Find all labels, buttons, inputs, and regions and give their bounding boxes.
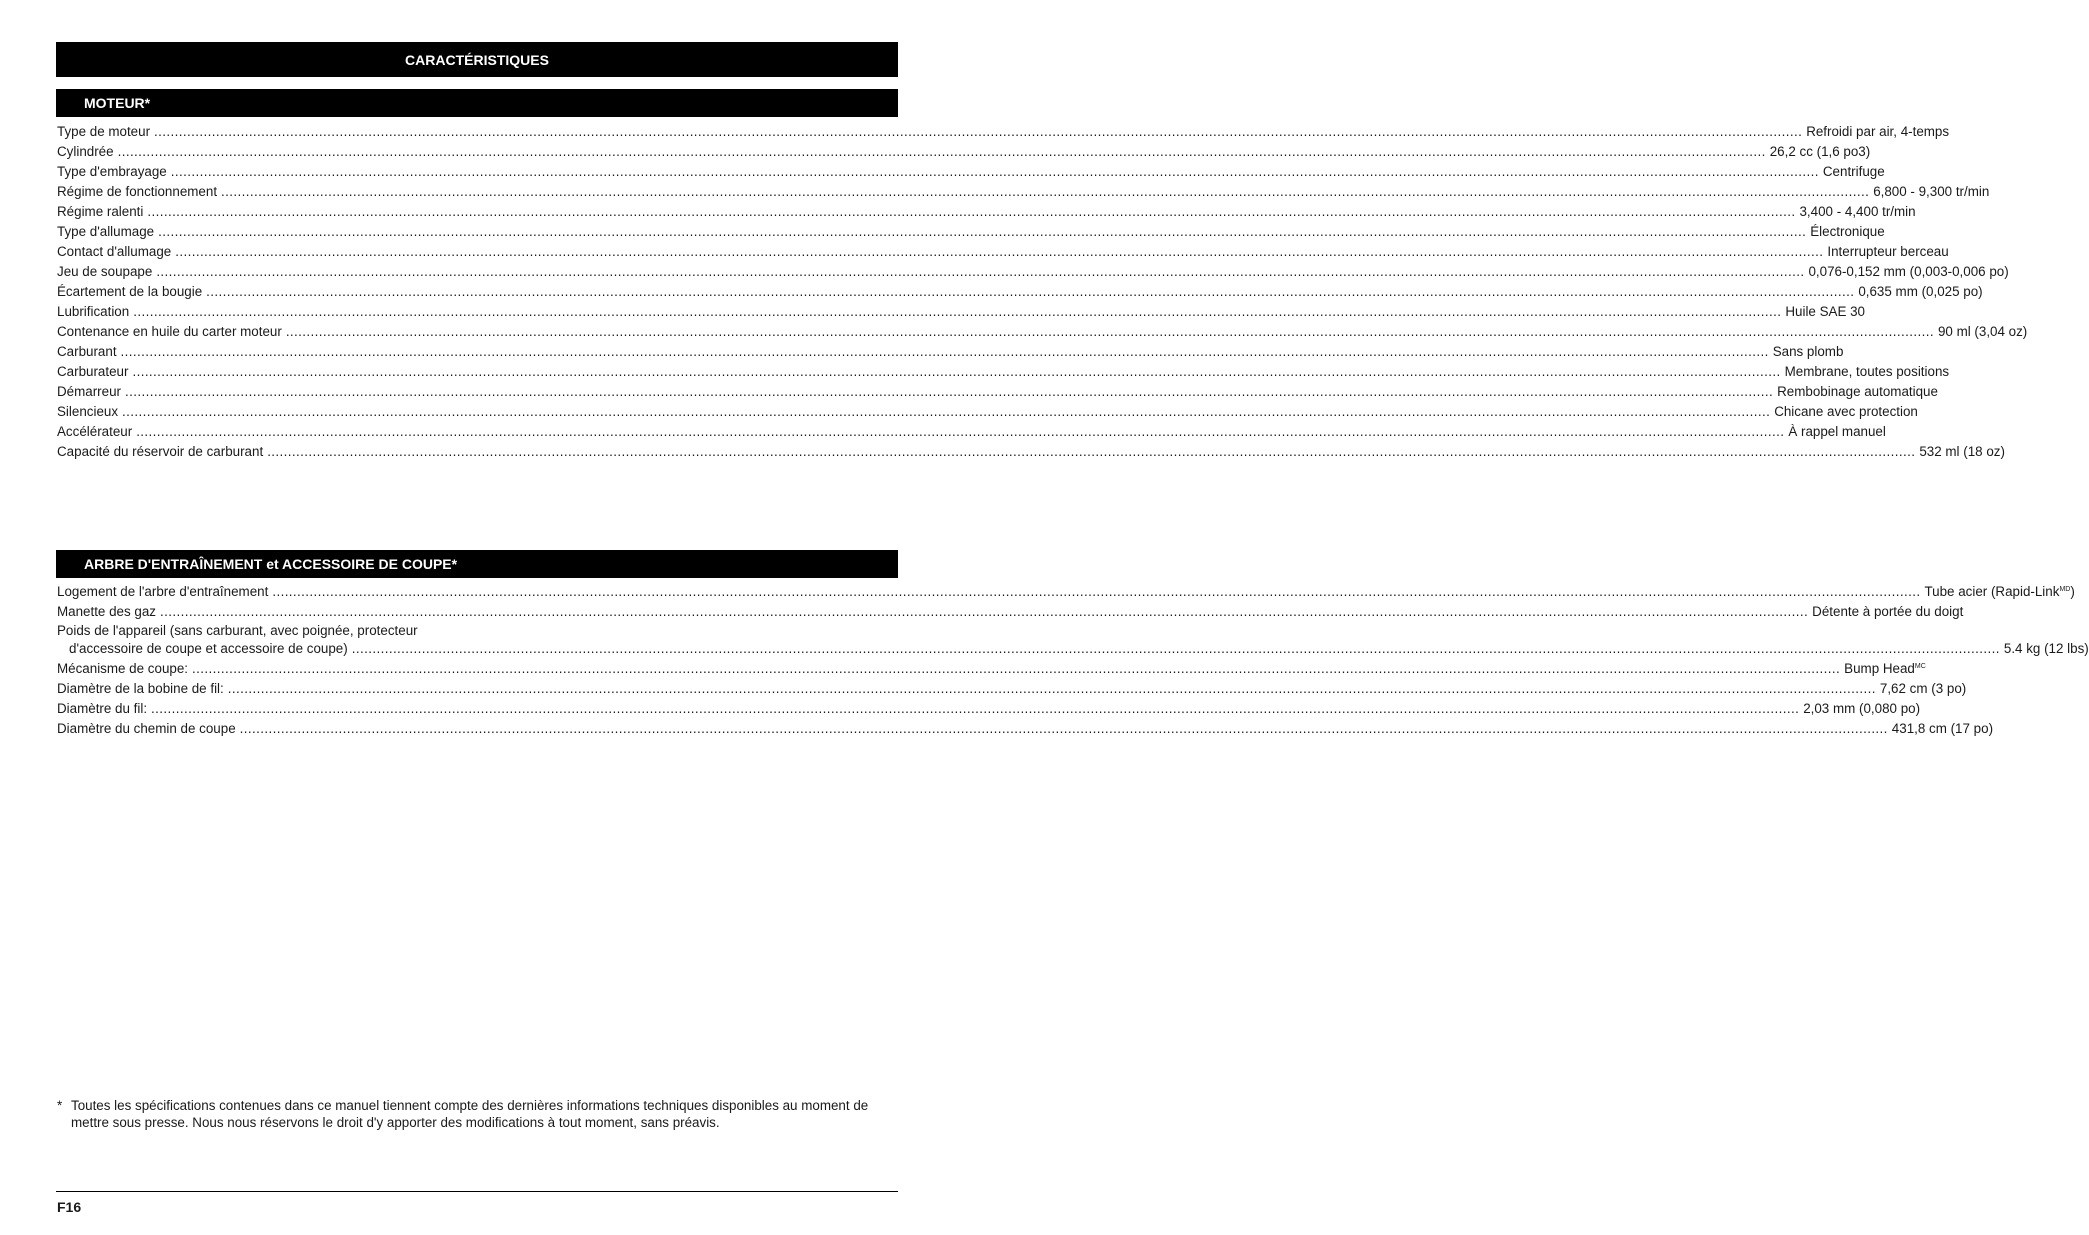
spec-row-clutch-type [57,162,1885,182]
trademark-sup: MC [1914,663,1926,670]
spec-row-unit-weight [57,622,895,639]
spec-label: Capacité du réservoir de carburant [57,444,264,459]
leader-dots: ................................................................................................................................................................................................................................................................................................................................................................................................................ [192,661,1841,676]
spec-label: Régime de fonctionnement [57,184,218,199]
spec-label: Démarreur [57,384,121,399]
spec-value-suffix: ) [2070,584,2075,599]
spec-value: Électronique [1810,224,1885,239]
leader-dots: ................................................................................................................................................................................................................................................................................................................................................................................................................ [132,364,1781,379]
leader-dots: ................................................................................................................................................................................................................................................................................................................................................................................................................ [154,124,1803,139]
leader-dots: ................................................................................................................................................................................................................................................................................................................................................................................................................ [136,424,1785,439]
footnote-marker: * [57,1098,63,1113]
page-title: CARACTÉRISTIQUES [56,42,898,77]
spec-value: 0,076-0,152 mm (0,003-0,006 po) [1808,264,2009,279]
spec-value: 532 ml (18 oz) [1919,444,2005,459]
spec-row-operating-speed [57,182,1990,202]
leader-dots: ................................................................................................................................................................................................................................................................................................................................................................................................................ [206,284,1855,299]
spec-value: Refroidi par air, 4-temps [1806,124,1950,139]
leader-dots: ................................................................................................................................................................................................................................................................................................................................................................................................................ [285,324,1934,339]
spec-row-carburetor [57,362,1950,382]
spec-label: Silencieux [57,404,119,419]
spec-label: Lubrification [57,304,130,319]
spec-label: Type de moteur [57,124,151,139]
spec-row-engine-type [57,122,1950,142]
spec-label: Diamètre du fil: [57,701,148,716]
leader-dots: ................................................................................................................................................................................................................................................................................................................................................................................................................ [175,244,1824,259]
spec-label: Régime ralenti [57,204,144,219]
spec-value: Rembobinage automatique [1777,384,1938,399]
leader-dots: ................................................................................................................................................................................................................................................................................................................................................................................................................ [158,224,1807,239]
spec-value: À rappel manuel [1788,424,1886,439]
spec-row-idle-speed [57,202,1916,222]
spec-label: Mécanisme de coupe: [57,661,189,676]
spec-label: Accélérateur [57,424,133,439]
spec-label-continued: d'accessoire de coupe et accessoire de coupe) [69,641,348,656]
leader-dots: ................................................................................................................................................................................................................................................................................................................................................................................................................ [267,444,1916,459]
spec-value: 431,8 cm (17 po) [1891,721,1994,736]
spec-value [1844,659,1926,679]
leader-dots: ................................................................................................................................................................................................................................................................................................................................................................................................................ [156,264,1805,279]
spec-label: Écartement de la bougie [57,284,203,299]
drive-spec-list [57,582,2089,739]
spec-row-fuel-tank [57,442,2005,462]
spec-row-fuel [57,342,1844,362]
spec-row-ignition-type [57,222,1885,242]
engine-section-header: MOTEUR* [56,89,898,117]
footnote [57,1097,895,1131]
spec-row-unit-weight-cont [57,639,2089,659]
spec-row-throttle-control [57,602,1964,622]
spec-value: 3,400 - 4,400 tr/min [1799,204,1916,219]
spec-row-drive-shaft-housing [57,582,2075,602]
spec-row-throttle [57,422,1886,442]
page-number: F16 [57,1199,82,1215]
leader-dots: ................................................................................................................................................................................................................................................................................................................................................................................................................ [151,701,1800,716]
spec-label: Logement de l'arbre d'entraînement [57,584,269,599]
spec-value: 90 ml (3,04 oz) [1937,324,2028,339]
leader-dots: ................................................................................................................................................................................................................................................................................................................................................................................................................ [227,681,1876,696]
spec-row-spark-plug-gap [57,282,1983,302]
spec-value [1924,582,2074,602]
spec-label: Cylindrée [57,144,114,159]
spec-value: 26,2 cc (1,6 po3) [1769,144,1871,159]
spec-row-spool-diameter [57,679,1967,699]
engine-spec-list [57,122,2028,462]
spec-row-muffler [57,402,1918,422]
spec-row-line-diameter [57,699,1921,719]
spec-value: Huile SAE 30 [1785,304,1866,319]
spec-value: Membrane, toutes positions [1784,364,1950,379]
spec-label: Contact d'allumage [57,244,172,259]
drive-section-header: ARBRE D'ENTRAÎNEMENT et ACCESSOIRE DE COUPE* [56,550,898,578]
leader-dots: ................................................................................................................................................................................................................................................................................................................................................................................................................ [133,304,1782,319]
spec-value: 2,03 mm (0,080 po) [1803,701,1921,716]
leader-dots: ................................................................................................................................................................................................................................................................................................................................................................................................................ [120,344,1769,359]
spec-label: Type d'allumage [57,224,155,239]
spec-row-starter [57,382,1938,402]
leader-dots: ................................................................................................................................................................................................................................................................................................................................................................................................................ [122,404,1771,419]
spec-row-displacement [57,142,1871,162]
spec-label: Manette des gaz [57,604,157,619]
spec-row-oil-capacity [57,322,2028,342]
spec-value: Sans plomb [1772,344,1844,359]
spec-label: Contenance en huile du carter moteur [57,324,282,339]
leader-dots: ................................................................................................................................................................................................................................................................................................................................................................................................................ [160,604,1809,619]
spec-value: Détente à portée du doigt [1812,604,1964,619]
spec-value: 0,635 mm (0,025 po) [1858,284,1983,299]
spec-label: Diamètre du chemin de coupe [57,721,236,736]
spec-value: 6,800 - 9,300 tr/min [1873,184,1990,199]
spec-value: 7,62 cm (3 po) [1879,681,1967,696]
leader-dots: ................................................................................................................................................................................................................................................................................................................................................................................................................ [125,384,1774,399]
spec-value: Chicane avec protection [1774,404,1918,419]
spec-label: Poids de l'appareil (sans carburant, avec poignée, protecteur [57,623,418,638]
leader-dots: ................................................................................................................................................................................................................................................................................................................................................................................................................ [147,204,1796,219]
footer-divider [56,1191,898,1192]
leader-dots: ................................................................................................................................................................................................................................................................................................................................................................................................................ [221,184,1870,199]
spec-label: Type d'embrayage [57,164,167,179]
spec-value-text: Bump Head [1844,661,1915,676]
leader-dots: ................................................................................................................................................................................................................................................................................................................................................................................................................ [351,641,2000,656]
leader-dots: ................................................................................................................................................................................................................................................................................................................................................................................................................ [272,584,1921,599]
leader-dots: ................................................................................................................................................................................................................................................................................................................................................................................................................ [239,721,1888,736]
spec-row-valve-clearance [57,262,2009,282]
trademark-sup: MD [2059,586,2071,593]
spec-row-cutting-mechanism [57,659,1926,679]
spec-label: Diamètre de la bobine de fil: [57,681,224,696]
spec-value-text: Tube acier (Rapid-Link [1924,584,2060,599]
spec-value: Interrupteur berceau [1827,244,1949,259]
footnote-text: Toutes les spécifications contenues dans ce manuel tiennent compte des dernières informations techniques disponibles au moment de mettre sous presse. Nous nous réservons le droit d'y apporter des modifications à tout moment, sans préavis. [71,1098,869,1130]
spec-value: 5.4 kg (12 lbs) [2003,641,2089,656]
spec-label: Jeu de soupape [57,264,153,279]
spec-label: Carburant [57,344,117,359]
spec-label: Carburateur [57,364,129,379]
leader-dots: ................................................................................................................................................................................................................................................................................................................................................................................................................ [170,164,1819,179]
spec-value: Centrifuge [1822,164,1885,179]
spec-row-lubrication [57,302,1866,322]
spec-row-cutting-path [57,719,1994,739]
spec-row-ignition-switch [57,242,1949,262]
leader-dots: ................................................................................................................................................................................................................................................................................................................................................................................................................ [117,144,1766,159]
